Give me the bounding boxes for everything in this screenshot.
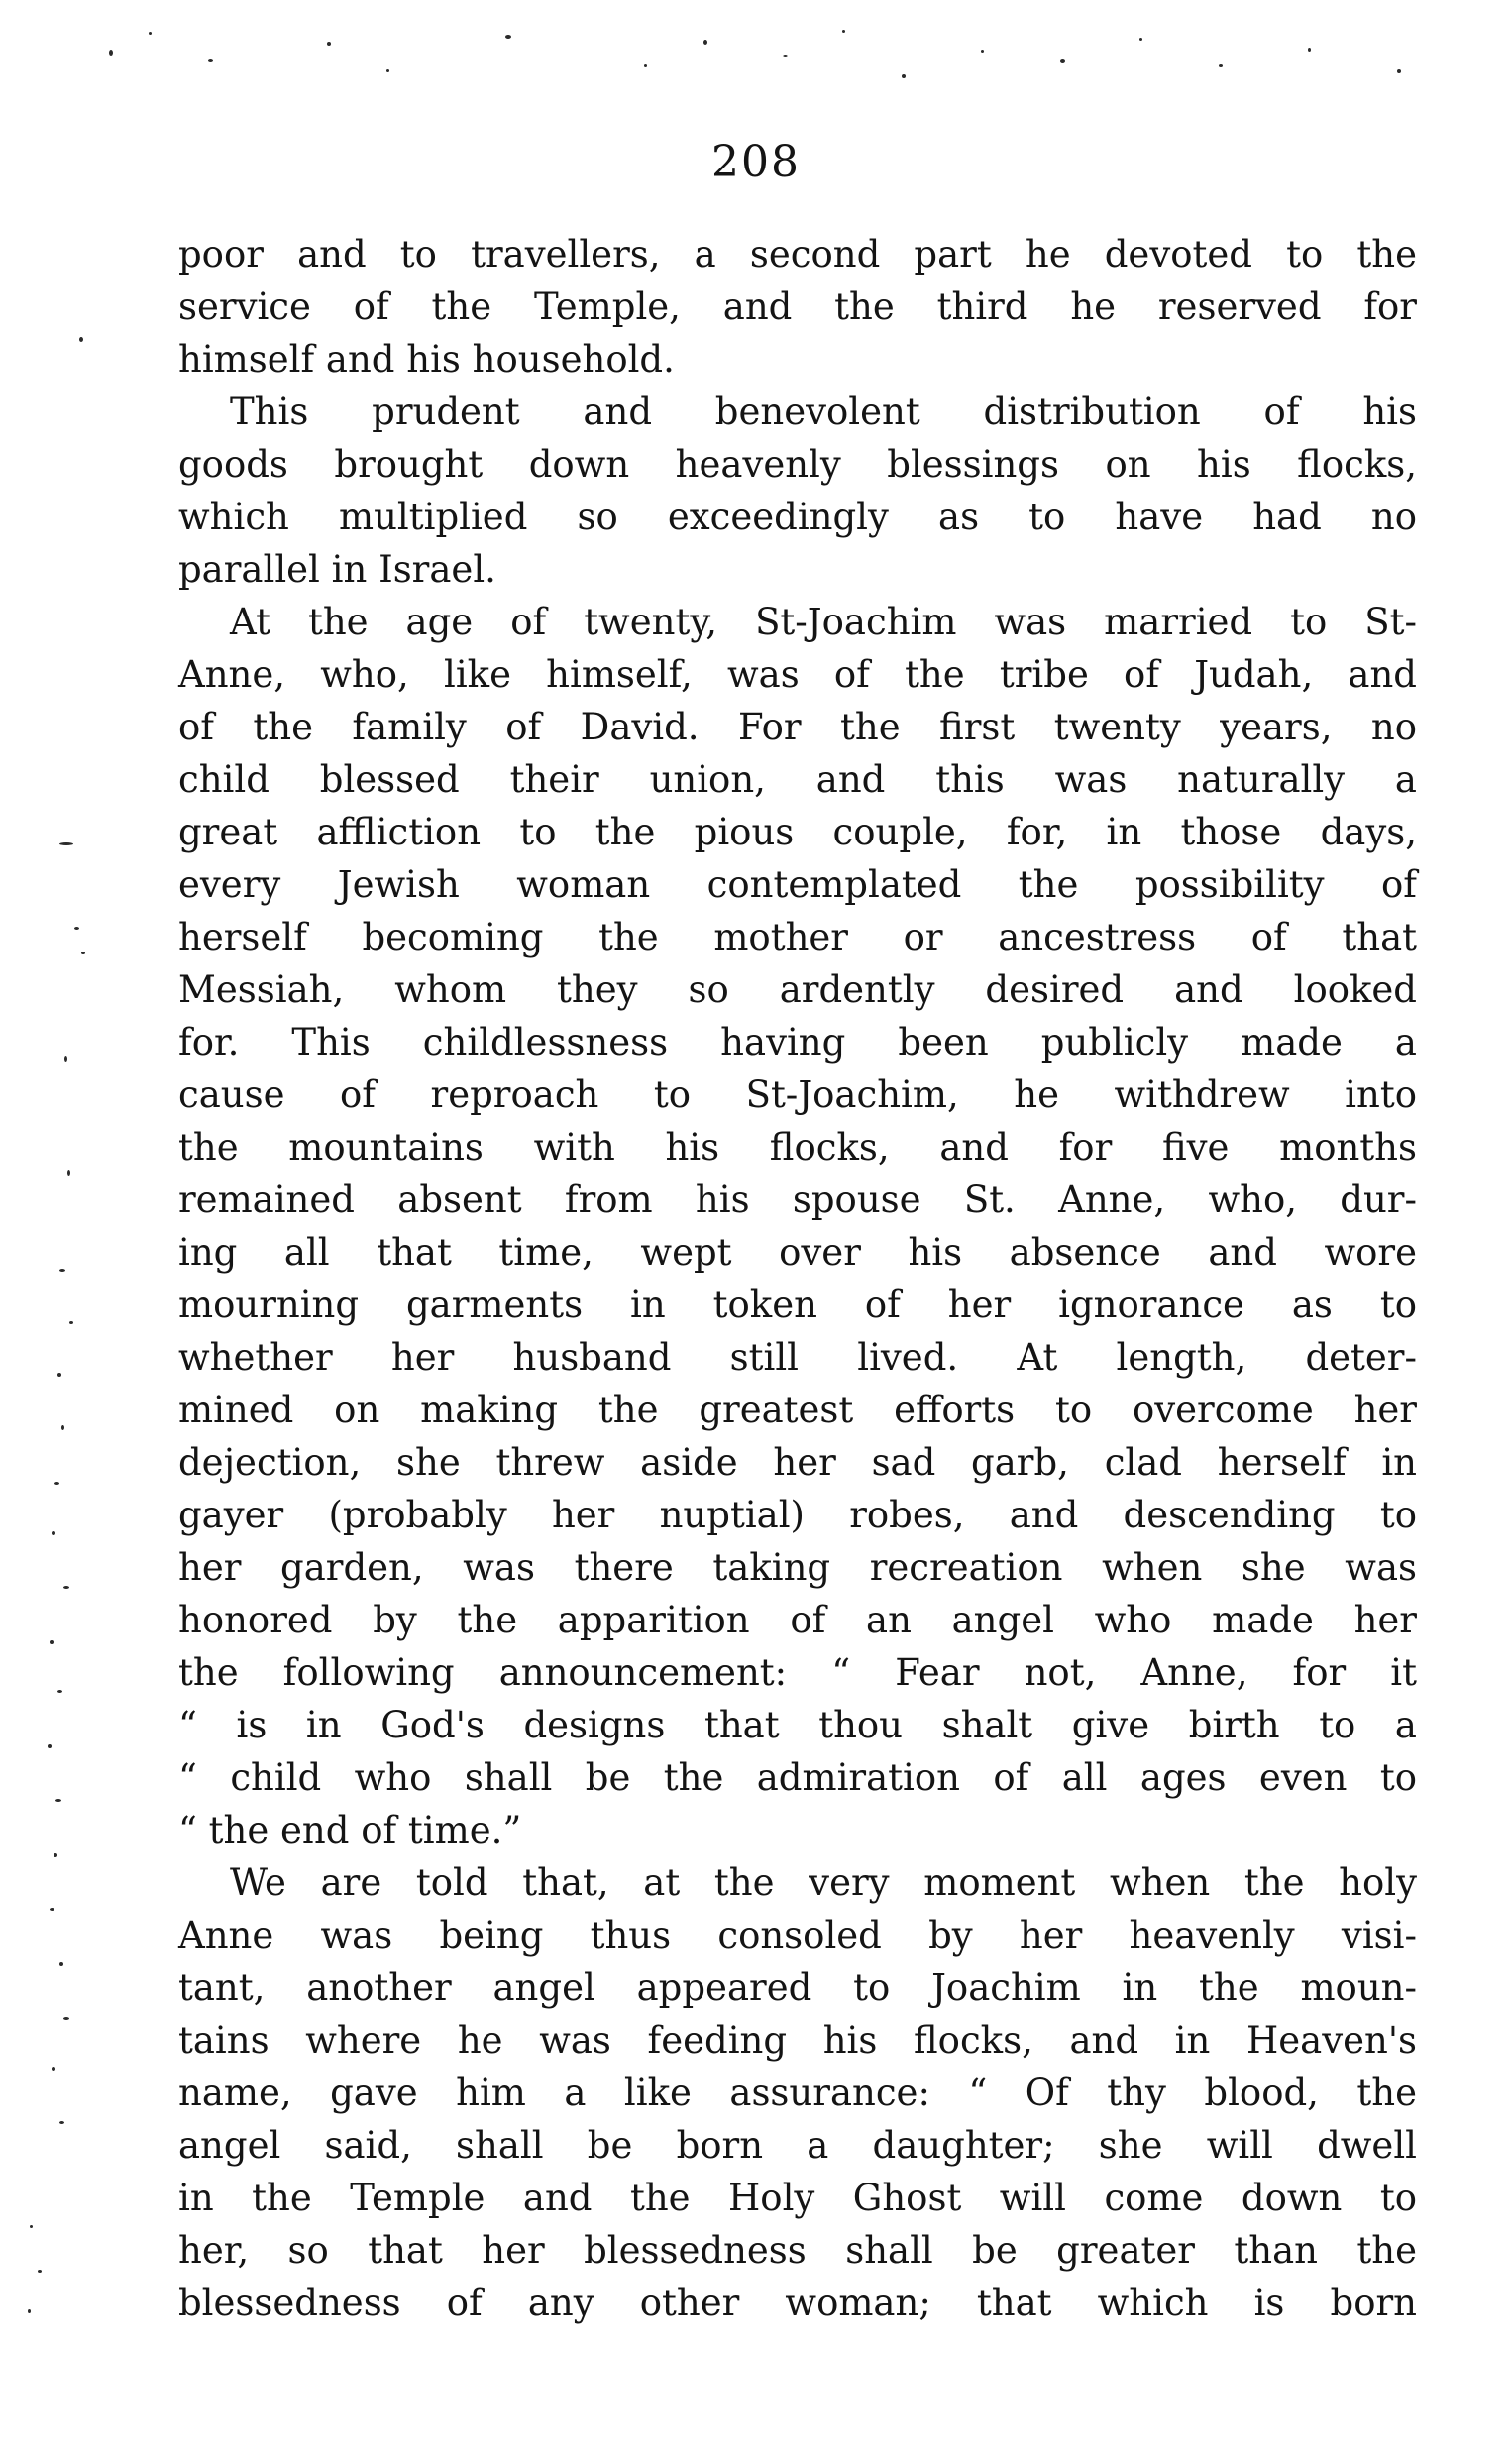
text-line: mined on making the greatest efforts to overcome her bbox=[178, 1389, 1417, 1431]
text-line: We are told that, at the very moment when the holy bbox=[230, 1861, 1417, 1904]
text-line: which multiplied so exceedingly as to have had no bbox=[178, 496, 1417, 538]
text-line: Messiah, whom they so ardently desired and looked bbox=[178, 968, 1417, 1011]
page-number: 208 bbox=[711, 137, 801, 187]
text-line: goods brought down heavenly blessings on his flocks, bbox=[178, 443, 1417, 486]
text-line: great affliction to the pious couple, for, in those days, bbox=[178, 811, 1417, 853]
text-line: remained absent from his spouse St. Anne, who, dur- bbox=[178, 1178, 1417, 1221]
text-line: mourning garments in token of her ignorance as to bbox=[178, 1284, 1417, 1326]
text-line: angel said, shall be born a daughter; she will dwell bbox=[178, 2124, 1417, 2167]
text-line: Anne, who, like himself, was of the tribe of Judah, and bbox=[178, 653, 1417, 696]
text-line: in the Temple and the Holy Ghost will come down to bbox=[178, 2177, 1417, 2219]
text-line: dejection, she threw aside her sad garb, clad herself in bbox=[178, 1441, 1417, 1484]
text-line: tant, another angel appeared to Joachim in the moun- bbox=[178, 1966, 1417, 2009]
text-line: blessedness of any other woman; that which is born bbox=[178, 2282, 1417, 2324]
text-line: gayer (probably her nuptial) robes, and descending to bbox=[178, 1494, 1417, 1536]
text-line: child blessed their union, and this was naturally a bbox=[178, 758, 1417, 801]
text-line: whether her husband still lived. At length, deter- bbox=[178, 1336, 1417, 1379]
body-text bbox=[178, 228, 1417, 2329]
text-line: “ is in God's designs that thou shalt give birth to a bbox=[178, 1704, 1417, 1746]
text-line: name, gave him a like assurance: “ Of thy blood, the bbox=[178, 2071, 1417, 2114]
text-line: herself becoming the mother or ancestress of that bbox=[178, 916, 1417, 958]
text-line: her, so that her blessedness shall be greater than the bbox=[178, 2229, 1417, 2272]
text-line: This prudent and benevolent distribution of his bbox=[230, 391, 1417, 433]
text-line: tains where he was feeding his flocks, and in Heaven's bbox=[178, 2019, 1417, 2062]
text-line: poor and to travellers, a second part he devoted to the bbox=[178, 233, 1417, 276]
text-line: honored by the apparition of an angel who made her bbox=[178, 1599, 1417, 1641]
text-line: the mountains with his flocks, and for five months bbox=[178, 1126, 1417, 1169]
text-line: Anne was being thus consoled by her heavenly visi- bbox=[178, 1914, 1417, 1957]
text-line: ing all that time, wept over his absence and wore bbox=[178, 1231, 1417, 1274]
text-line: “ the end of time.” bbox=[178, 1809, 522, 1851]
text-line: cause of reproach to St-Joachim, he withdrew into bbox=[178, 1073, 1417, 1116]
text-line: parallel in Israel. bbox=[178, 548, 496, 591]
text-line: of the family of David. For the first twenty years, no bbox=[178, 706, 1417, 748]
text-line: for. This childlessness having been publicly made a bbox=[178, 1021, 1417, 1064]
top-edge-specks bbox=[89, 20, 1476, 129]
text-line: service of the Temple, and the third he reserved for bbox=[178, 285, 1417, 328]
left-margin-specks bbox=[20, 0, 159, 2463]
text-line: her garden, was there taking recreation when she was bbox=[178, 1546, 1417, 1589]
text-line: himself and his household. bbox=[178, 338, 675, 381]
text-line: the following announcement: “ Fear not, Anne, for it bbox=[178, 1651, 1417, 1694]
text-line: At the age of twenty, St-Joachim was married to St- bbox=[230, 601, 1417, 643]
text-line: every Jewish woman contemplated the possibility of bbox=[178, 863, 1417, 906]
text-line: “ child who shall be the admiration of all ages even to bbox=[178, 1756, 1417, 1799]
